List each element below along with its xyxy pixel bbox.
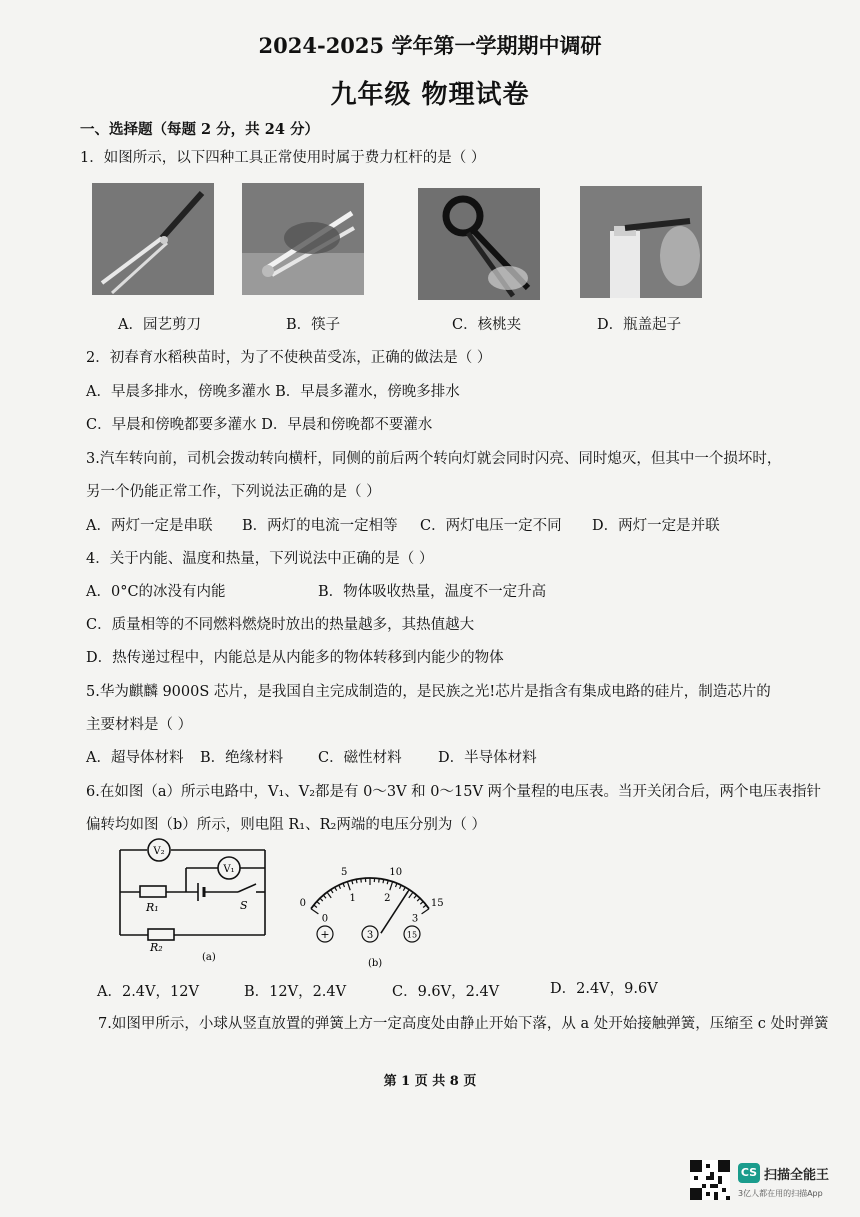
outer-tick-10: 10 <box>389 867 403 879</box>
q1-option-c: C．核桃夹 <box>452 317 522 333</box>
garden-shears-icon <box>92 183 214 295</box>
dial-tick <box>420 902 423 905</box>
dial-tick <box>311 909 318 914</box>
q4-option-b: B．物体吸收热量，温度不一定升高 <box>318 584 547 600</box>
dial-tick <box>400 885 402 889</box>
terminal-3: 3 <box>366 930 374 941</box>
q6-option-c: C．9.6V，2.4V <box>392 984 500 1000</box>
dial-tick <box>390 882 393 891</box>
outer-tick-15: 15 <box>430 898 444 909</box>
scanner-app-name: 扫描全能王 <box>764 1168 830 1183</box>
q1-option-a: A．园艺剪刀 <box>118 317 201 333</box>
q1-option-d: D．瓶盖起子 <box>597 317 682 333</box>
q6-stem-line1: 6.在如图（a）所示电路中，V₁、V₂都是有 0～3V 和 0～15V 两个量程的电压表。当开关闭合后，两个电压表指针 <box>86 784 822 800</box>
dial-tick <box>320 898 323 901</box>
dial-tick <box>314 905 317 908</box>
r2-label: R₂ <box>150 941 163 954</box>
dial-tick <box>361 879 362 883</box>
terminal-plus: + <box>320 928 330 941</box>
circuit-diagram <box>110 835 275 965</box>
q3-option-b: B．两灯的电流一定相等 <box>242 518 398 534</box>
v1-label: V₁ <box>223 864 235 875</box>
q5-option-b: B．绝缘材料 <box>200 750 284 766</box>
q4-option-c: C．质量相等的不同燃料燃烧时放出的热量越多，其热值越大 <box>86 617 475 633</box>
dial-tick <box>327 892 331 898</box>
dial-tick <box>356 879 357 883</box>
q3-option-d: D．两灯一定是并联 <box>592 518 720 534</box>
meter-caption: (b) <box>368 958 383 969</box>
q5-option-a: A．超导体材料 <box>86 750 184 766</box>
exam-subtitle: 九年级 物理试卷 <box>330 80 530 110</box>
q6-stem-line2: 偏转均如图（b）所示，则电阻 R₁、R₂两端的电压分别为（ ） <box>86 817 486 833</box>
inner-tick-2: 2 <box>384 892 391 904</box>
qr-code-icon <box>690 1160 730 1200</box>
inner-tick-1: 1 <box>349 892 356 904</box>
dial-tick <box>339 885 341 889</box>
q4-option-a: A．0°C的冰没有内能 <box>86 584 226 600</box>
scanner-tagline: 3亿人都在用的扫描App <box>738 1189 823 1198</box>
exam-title: 2024-2025 学年第一学期期中调研 <box>258 33 602 58</box>
dial-tick <box>343 883 345 887</box>
switch-label: S <box>240 899 248 912</box>
terminal-15: 15 <box>406 930 418 940</box>
nutcracker-icon <box>418 188 540 300</box>
chopsticks-icon <box>242 183 364 295</box>
inner-tick-0: 0 <box>321 913 329 925</box>
q7-stem: 7.如图甲所示，小球从竖直放置的弹簧上方一定高度处由静止开始下落，从 a 处开始接触弹簧，压缩至 c 处时弹簧 <box>98 1016 829 1032</box>
bottle-opener-icon <box>580 186 702 298</box>
outer-tick-0: 0 <box>299 898 306 909</box>
dial-tick <box>347 882 350 891</box>
q2-stem: 2．初春育水稻秧苗时，为了不使秧苗受冻，正确的做法是（ ） <box>86 350 492 366</box>
dial-tick <box>323 895 326 898</box>
page-number: 第 1 页 共 8 页 <box>383 1074 477 1089</box>
q5-stem-line1: 5.华为麒麟 9000S 芯片，是我国自主完成制造的，是民族之光!芯片是指含有集成电路的硅片，制造芯片的 <box>86 684 771 700</box>
dial-tick <box>335 887 337 891</box>
camscanner-logo-icon: CS <box>738 1163 760 1183</box>
dial-tick <box>409 892 413 898</box>
q5-option-d: D．半导体材料 <box>438 750 537 766</box>
q3-option-a: A．两灯一定是串联 <box>86 518 213 534</box>
q1-option-b: B．筷子 <box>286 317 341 333</box>
q5-stem-line2: 主要材料是（ ） <box>86 717 193 733</box>
q4-stem: 4．关于内能、温度和热量，下列说法中正确的是（ ） <box>86 551 434 567</box>
dial-tick <box>417 898 420 901</box>
dial-tick <box>379 879 380 883</box>
q6-option-d: D．2.4V，9.6V <box>550 981 658 997</box>
q3-option-c: C．两灯电压一定不同 <box>420 518 562 534</box>
q3-stem-line1: 3.汽车转向前，司机会拨动转向横杆，同侧的前后两个转向灯就会同时闪亮、同时熄灭，但其中一个损坏时， <box>86 451 782 467</box>
dial-tick <box>331 890 333 893</box>
dial-tick <box>396 883 398 887</box>
dial-tick <box>383 879 384 883</box>
q2-options-line2: C．早晨和傍晚都要多灌水 D．早晨和傍晚都不要灌水 <box>86 417 433 433</box>
q4-option-d: D．热传递过程中，内能总是从内能多的物体转移到内能少的物体 <box>86 650 504 666</box>
q2-options-line1: A．早晨多排水，傍晚多灌水 B．早晨多灌水，傍晚多排水 <box>86 384 460 400</box>
q1-stem: 1．如图所示，以下四种工具正常使用时属于费力杠杆的是（ ） <box>80 150 486 166</box>
section-heading: 一、选择题（每题 2 分，共 24 分） <box>80 121 319 138</box>
inner-tick-3: 3 <box>411 913 419 925</box>
outer-tick-5: 5 <box>341 867 348 879</box>
q3-stem-line2: 另一个仍能正常工作，下列说法正确的是（ ） <box>86 484 381 500</box>
dial-tick <box>317 902 320 905</box>
dial-tick <box>414 895 417 898</box>
dial-tick <box>422 909 429 914</box>
dial-tick <box>403 887 405 891</box>
voltmeter-dial <box>280 832 470 972</box>
q6-option-b: B．12V，2.4V <box>244 984 347 1000</box>
circuit-caption: (a) <box>202 952 216 963</box>
r1-label: R₁ <box>146 901 159 914</box>
q6-option-a: A．2.4V，12V <box>97 984 199 1000</box>
dial-tick <box>423 905 426 908</box>
q5-option-c: C．磁性材料 <box>318 750 402 766</box>
v2-label: V₂ <box>153 846 165 857</box>
